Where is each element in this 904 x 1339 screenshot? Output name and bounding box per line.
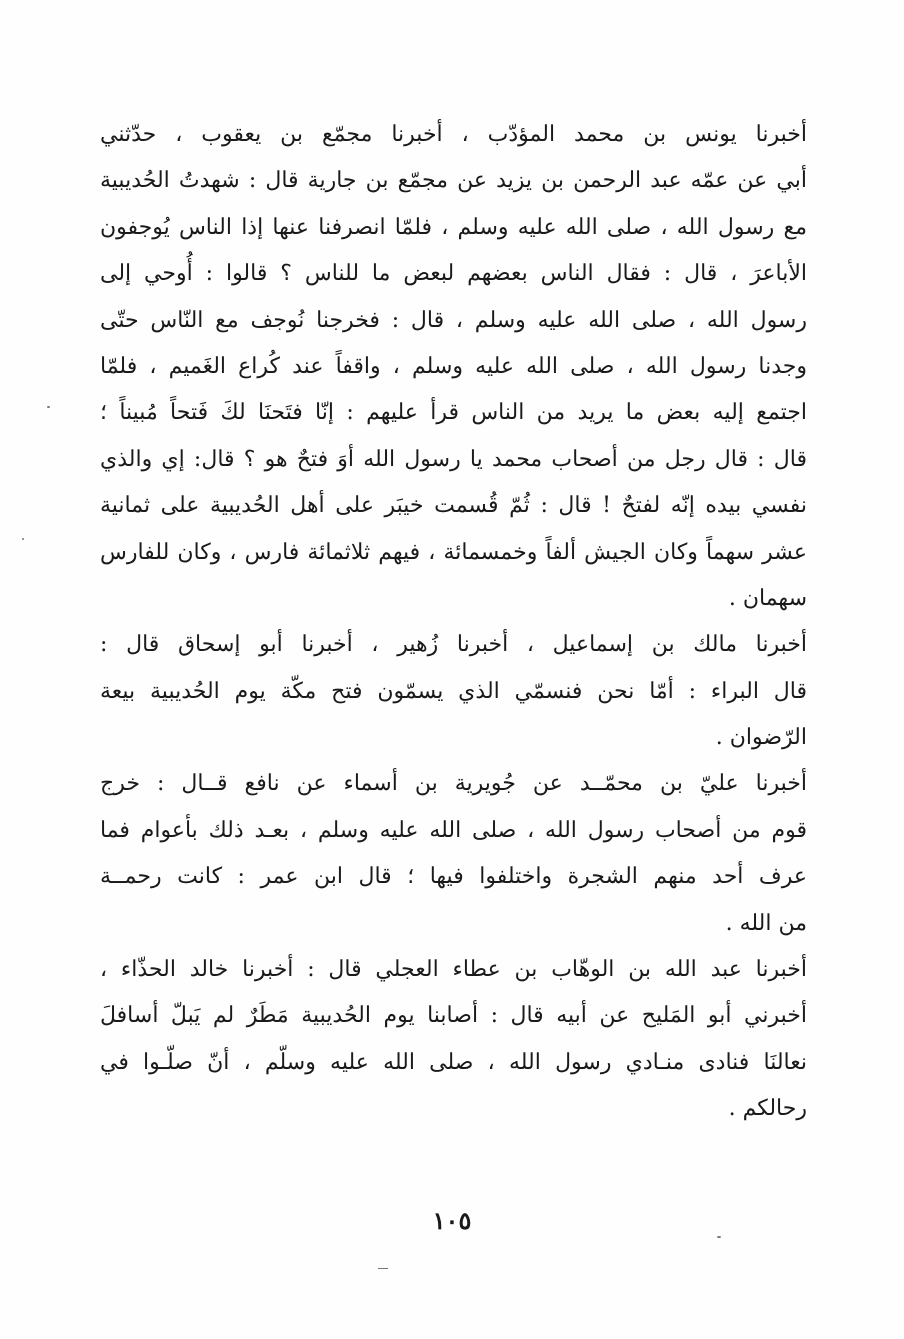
text-line: من الله .	[725, 910, 807, 936]
scan-speck	[22, 538, 24, 540]
body-text	[100, 112, 807, 1133]
paragraph-2	[100, 622, 807, 761]
text-line: اجتمع إليه بعض ما يريد من الناس قرأ عليهم : إنّا فتَحنَا لكَ فَتحاً مُبيناً ؛	[100, 400, 807, 426]
text-line: قوم من أصحاب رسول الله ، صلى الله عليه وسلم ، بعـد ذلك بأعوام فما	[100, 817, 807, 843]
text-line: نفسي بيده إنّه لفتحٌ ! قال : ثُمّ قُسمت خيبَر على أهل الحُديبية على ثمانية	[100, 493, 807, 519]
text-line: رسول الله ، صلى الله عليه وسلم ، قال : فخرجنا نُوجف مع النّاس حتّى	[100, 307, 807, 333]
paragraph-1	[100, 112, 807, 622]
text-line: قال : قال رجل من أصحاب محمد يا رسول الله أوَ فتحٌ هو ؟ قال: إي والذي	[100, 446, 807, 472]
scan-speck	[717, 1236, 721, 1238]
text-line: أبي عن عمّه عبد الرحمن بن يزيد عن مجمّع بن جارية قال : شهدتُ الحُديبية	[100, 168, 807, 194]
page-number: ١٠٥	[432, 1206, 472, 1235]
text-line: عرف أحد منهم الشجرة واختلفوا فيها ؛ قال ابن عمر : كانت رحمــة	[100, 864, 807, 890]
text-line: عشر سهماً وكان الجيش ألفاً وخمسمائة ، فيهم ثلاثمائة فارس ، وكان للفارس	[100, 539, 807, 565]
text-line: الرّضوان .	[715, 725, 807, 751]
text-line: أخبرنا عليّ بن محمّــد عن جُويرية بن أسماء عن نافع قــال : خرج	[100, 771, 807, 797]
text-line: أخبرني أبو المَليح عن أبيه قال : أصابنا يوم الحُديبية مَطَرٌ لم يَبلّ أسافلَ	[100, 1003, 807, 1029]
text-line: نعالنَا فنادى منـادي رسول الله ، صلى الله عليه وسلّم ، أنّ صلّـوا في	[100, 1049, 807, 1075]
text-line: أخبرنا يونس بن محمد المؤدّب ، أخبرنا مجمّع بن يعقوب ، حدّثني	[100, 122, 807, 147]
text-line: مع رسول الله ، صلى الله عليه وسلم ، فلمّا انصرفنا عنها إذا الناس يُوجفون	[100, 214, 807, 240]
scan-speck	[47, 406, 50, 408]
text-line: قال البراء : أمّا نحن فنسمّي الذي يسمّون فتح مكّة يوم الحُديبية بيعة	[100, 678, 807, 704]
text-line: أخبرنا مالك بن إسماعيل ، أخبرنا زُهير ، أخبرنا أبو إسحاق قال :	[100, 632, 807, 658]
text-line: أخبرنا عبد الله بن الوهّاب بن عطاء العجلي قال : أخبرنا خالد الحذّاء ،	[100, 957, 807, 983]
text-line: رحالكم .	[728, 1096, 807, 1122]
text-line: وجدنا رسول الله ، صلى الله عليه وسلم ، واقفاً عند كُراع الغَميم ، فلمّا	[100, 353, 807, 379]
text-line: الأباعرَ ، قال : فقال الناس بعضهم لبعض ما للناس ؟ قالوا : أُوحي إلى	[100, 261, 807, 287]
paragraph-3	[100, 761, 807, 947]
scan-speck	[378, 1268, 388, 1269]
paragraph-4	[100, 947, 807, 1133]
text-line: سهمان .	[728, 585, 807, 611]
